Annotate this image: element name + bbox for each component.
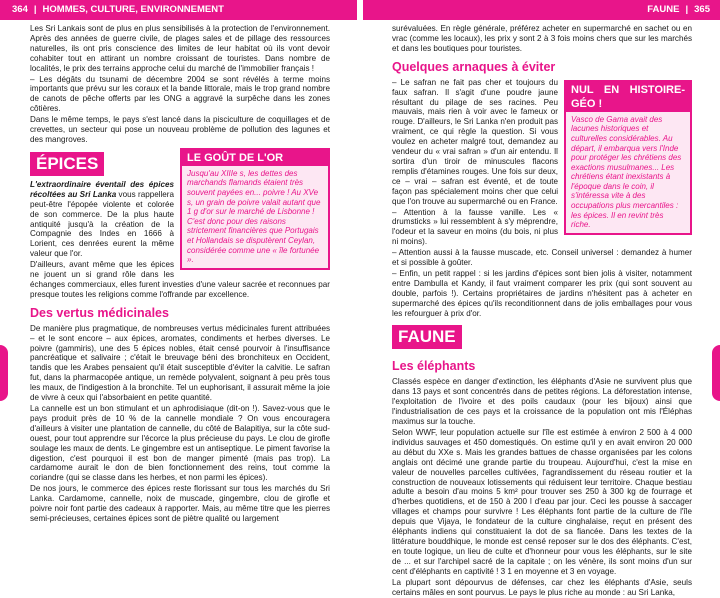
left-thumb-tab bbox=[0, 345, 8, 401]
section-title-faune: FAUNE bbox=[392, 325, 462, 349]
safran-paragraph: – Le safran ne fait pas cher et toujours du faux safran. Il s'agit d'une poudre jaune résultant du pilage de ses racines. Peu mauvais, mais rien à voir avec le fameux or rouge. D'ailleurs, le Sri Lanka n'en produit pas vraiment, ce qui règle la question. Si vous voulez en acheter malgré tout, demandez au vendeur du « vrai safran » d'un air entendu. Il sortira d'un tiroir de minuscules flacons remplis d'étamines rouges. Une fois sur deux, ce – vrai – safran est éventé, et de toute façon pas spécialement moins cher que celui que l'on trouve au supermarché ou en France. bbox=[392, 77, 558, 206]
box-title: LE GOÛT DE L'OR bbox=[182, 150, 328, 166]
box-text: Vasco de Gama avait des lacunes historiques et culturelles considérables. Au départ, il embarqua vers l'Inde pour protéger les chrétiens des exactions musulmanes... Les chrétiens étant inexistants à l'époque dans le coin, il s'intéressa vite à des occupations plus mercantiles : les épices. Il en revint très riche. bbox=[571, 114, 682, 230]
header-separator: | bbox=[33, 4, 37, 15]
section-title-epices: ÉPICES bbox=[30, 152, 104, 176]
jardins-paragraph: – Enfin, un petit rappel : si les jardins d'épices sont bien jolis à visiter, notamment entre Dambulla et Kandy, il faut vraiment comparer les prix (qui sont souvent au double, parfois !). Certains propriétaires de jardins n'hésitent pas à acheter en supermarché des épices qu'ils reconditionnent dans de jolis emballages pour vous les refourguer à prix d'or. bbox=[392, 268, 692, 318]
vertus-paragraph-3: De nos jours, le commerce des épices reste florissant sur tous les marchés du Sri Lanka. Cardamome, cannelle, noix de muscade, gingembre, clou de girofle et poivre noir font partie des cadeaux à rapporter. Mais, au même titre que les pierres semi-précieuses, certaines épices sont de piètre qualité ou largement bbox=[30, 484, 330, 523]
right-page-header bbox=[363, 0, 720, 20]
page-gutter bbox=[357, 0, 363, 584]
elephants-paragraph-2: Selon WWF, leur population actuelle sur l'île est estimée à environ 2 500 à 4 000 individus sauvages et 450 domestiqués. On estime qu'il y en avait environ 20 000 au début du XXe s. Mais les grandes battues de chasse organisées par les colons anglais ont décimé une grande partie du troupeau. Aujourd'hui, c'est la mise en valeur de nouvelles parcelles cultivées, l'agrandissement du réseau routier et la construction de nouveaux lotissements qui réduisent leur territoire. Chaque bestiau adulte a besoin d'au moins 5 km² pour trouver ses 250 à 300 kg de fourrage et d'herbes quotidiens, et de 150 à 200 l d'eau par jour. Ceci les pousse à saccager villages et champs pour survivre ! Les éléphants font partie de la culture de l'île depuis que Vijaya, le fondateur de la culture cinghalaise, reçut en présent des éléphants indiens qui constituaient la dot de sa fiancée. Dans les textes de la littérature bouddhique, le monde est censé reposer sur le dos des éléphants. C'est, en toute logique, un lieu de culte et d'honneur pour vous les éléphants, sur le site de ... et sur l'archipel sacré de la capitale ; on les vénère, ils sont moins d'un sur cent d'éléphants en captivité ! 3 1 en moyenne et 3 en voyage. bbox=[392, 428, 692, 576]
tsunami-paragraph: – Les dégâts du tsunami de décembre 2004 se sont révélés à terme moins importants que prévu sur les coraux et la bande littorale, mais le trop grand nombre de canots de pêche offerts par les ONG a aggravé la surpêche dans les zones côtières. bbox=[30, 74, 330, 114]
left-page-header bbox=[0, 0, 357, 20]
subheading-arnaques: Quelques arnaques à éviter bbox=[392, 59, 556, 74]
subheading-elephants: Les éléphants bbox=[392, 359, 476, 374]
environment-paragraph: Les Sri Lankais sont de plus en plus sensibilisés à la protection de l'environnement. Après des années de guerre civile, de plages sales et de pillage des ressources naturelles, ils ont pris conscience des limites de leur habitat où ils vont devoir cohabiter tout en attirant un nombre croissant de touristes. Dans nombre de localités, le prix des terrains approche celui du marché de l'immobilier français ! bbox=[30, 24, 330, 73]
right-page-number: 365 bbox=[694, 4, 710, 15]
pisciculture-paragraph: Dans le même temps, le pays s'est lancé dans la pisciculture de coquillages et de crevettes, un secteur qui pose un nouveau problème de pollution des lagunes et des mangroves. bbox=[30, 115, 330, 144]
sidebar-box-gout-de-lor bbox=[180, 148, 330, 270]
epices-sacred-paragraph: D'ailleurs, avant même que les épices ne jouent un si grand rôle dans les échanges commerciaux, elles furent investies d'une valeur sacrée et reconnues par presque toutes les religions comme l'offrande par excellence. bbox=[30, 260, 330, 299]
vanille-paragraph: – Attention à la fausse vanille. Les « drumsticks » lui ressemblent à s'y méprendre, l'odeur et la saveur en moins (du bois, ni plus ni moins). bbox=[392, 207, 558, 247]
subheading-vertus: Des vertus médicinales bbox=[30, 305, 169, 320]
muscade-paragraph: – Attention aussi à la fausse muscade, etc. Conseil universel : demandez à humer et si possible à goûter. bbox=[392, 248, 692, 268]
supermarket-paragraph: surévaluées. En règle générale, préférez acheter en supermarché en sachet ou en vrac (comme les locaux), les prix y sont 2 à 3 fois moins chers que sur les marchés et dans les boutiques pour touristes. bbox=[392, 24, 692, 53]
header-separator: | bbox=[685, 4, 689, 15]
elephants-paragraph-1: Classés espèce en danger d'extinction, les éléphants d'Asie ne survivent plus que dans 13 pays et sont concentrés dans de petites régions. La déforestation intense, l'exploitation de l'ivoire et des poils caudaux (pour les bijoux) ainsi que l'industrialisation de ces pays et la croissance de la population ont mis l'Éléphas maximus sur la touche. bbox=[392, 377, 692, 427]
right-thumb-tab bbox=[712, 345, 720, 401]
left-column bbox=[30, 24, 330, 525]
left-page-number: 364 bbox=[12, 4, 28, 15]
right-column bbox=[392, 24, 692, 598]
left-running-title: HOMMES, CULTURE, ENVIRONNEMENT bbox=[42, 4, 224, 15]
box-title: NUL EN HISTOIRE-GÉO ! bbox=[566, 82, 690, 112]
vertus-paragraph-1: De manière plus pragmatique, de nombreuses vertus médicinales furent attribuées – et le sont encore – aux épices, aromates, condiments et herbes diverses. Le poivre (gammiris), une des 5 épices nobles, était censé pourvoir à l'insuffisance pancréatique et salivaire ; c'était le breuvage béni des bronchiteux en Occident, tandis que les Arabes pensaient qu'il était susceptible d'éviter la calvitie. Le safran fut, dans la pharmacopée antique, un remède polyvalent, soignant à peu près tous les maux, de l'indigestion à la bronchite. Tel un euphorisant, il assurait même la joie de vivre à ceux qui l'absorbaient en petite quantité. bbox=[30, 323, 330, 403]
sidebar-box-nul-en-histoire bbox=[564, 80, 692, 235]
vertus-paragraph-2: La cannelle est un bon stimulant et un aphrodisiaque (dit-on !). Savez-vous que le pays produit près de 10 % de la cannelle mondiale ? On vous encouragera d'ailleurs à visiter une plantation de cannelle, du côté de Balapitiya, sur la côte sud-ouest, pour tout apprendre sur l'écorce la plus précieuse du pays. Le clou de girofle soulage les maux de dents. Le gingembre est un antiseptique. Le piment favorise la digestion, c'est pourquoi il est bon de manger pimenté (mais pas trop). La cardamome aurait le don de bien fonctionnement des reins, tout comme la coriandre (qui se classe dans les herbes, et non parmi les épices). bbox=[30, 404, 330, 483]
box-text: Jusqu'au XIIIe s, les dettes des marchands flamands étaient très souvent payées en... poivre ! Au XVe s, un grain de poivre valait autant que 1 g d'or sur le marché de Lisbonne ! C'est donc pour des raisons strictement financières que Portugais et Hollandais se disputèrent Ceylan, considérée comme une « île fortunée ». bbox=[187, 168, 321, 265]
elephants-paragraph-3: La plupart sont dépourvus de défenses, car chez les éléphants d'Asie, seuls certains mâles en sont pourvus. Le pays le plus riche au monde : au Sri Lanka, bbox=[392, 577, 692, 597]
epices-lead: L'extraordinaire éventail des épices récoltées au Sri Lanka bbox=[30, 179, 174, 199]
epices-intro-rest: vous rappellera peut-être l'épopée violente et colorée de son commerce. De la plus haute antiquité jusqu'à la création de la Compagnie des Indes en 1666 à Lorient, ces denrées eurent la même valeur que l'or. bbox=[30, 189, 174, 259]
right-running-title: FAUNE bbox=[647, 4, 680, 15]
